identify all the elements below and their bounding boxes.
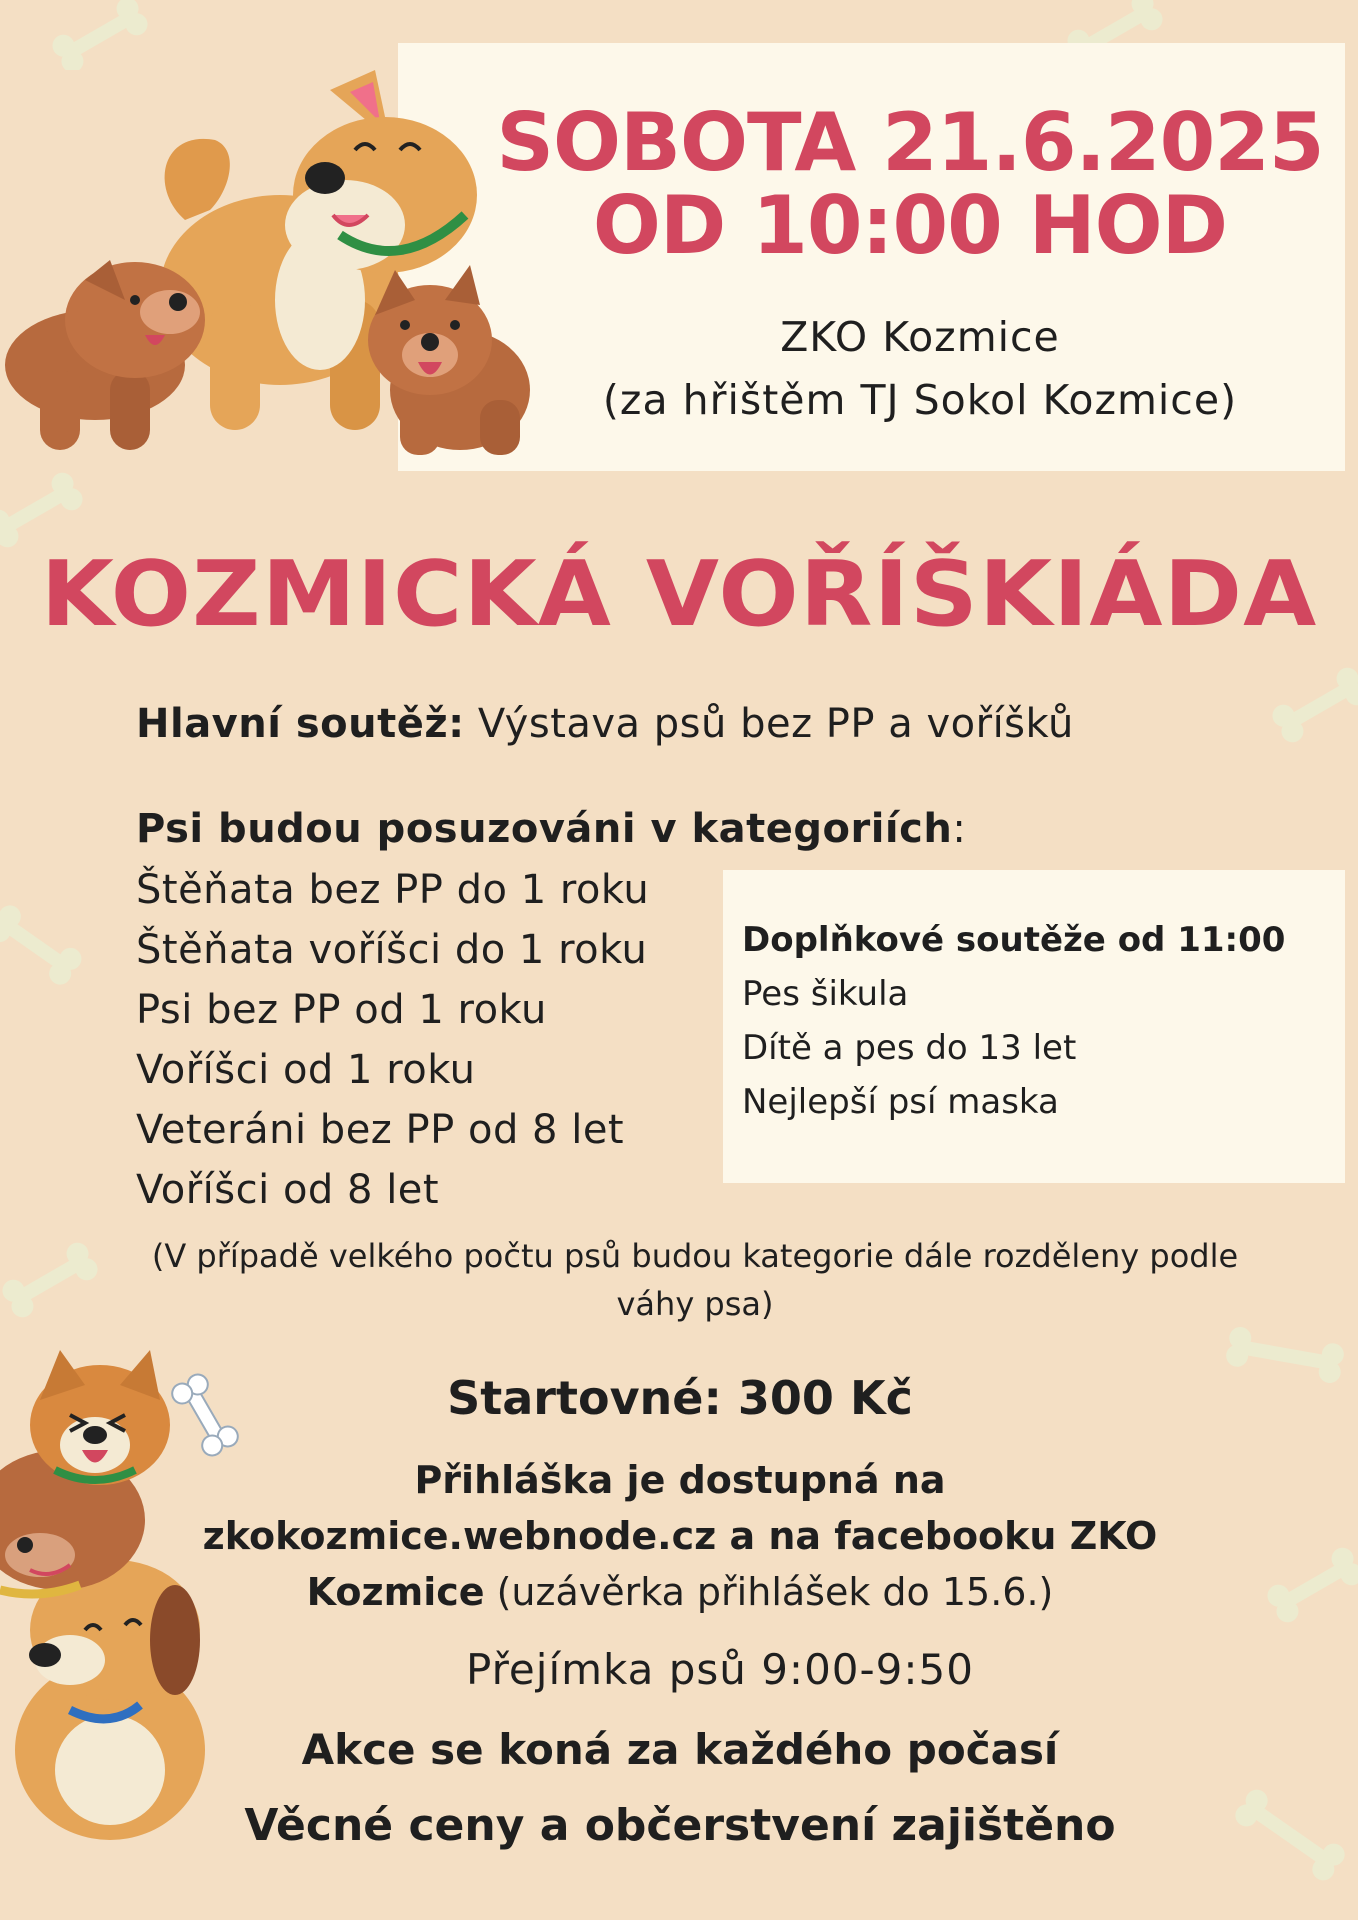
main-competition-label: Hlavní soutěž: (136, 701, 465, 747)
check-in-time: Přejímka psů 9:00-9:50 (466, 1645, 974, 1694)
event-time: OD 10:00 HOD (592, 179, 1228, 272)
entry-fee: Startovné: 300 Kč (447, 1371, 913, 1425)
list-item: Voříšci od 8 let (136, 1167, 440, 1213)
bone-icon (1265, 665, 1358, 745)
bone-icon (0, 470, 90, 550)
registration-line1: Přihláška je dostupná na (414, 1458, 946, 1502)
list-item: Voříšci od 1 roku (136, 1047, 476, 1093)
registration-line2: zkokozmice.webnode.cz a na facebooku ZKO (202, 1514, 1158, 1558)
bone-icon (1220, 1785, 1358, 1885)
list-item: Štěňata voříšci do 1 roku (136, 927, 648, 973)
registration-deadline: (uzávěrka přihlášek do 15.6.) (484, 1570, 1054, 1614)
bone-icon (1265, 1540, 1358, 1630)
list-item: Štěňata bez PP do 1 roku (136, 867, 650, 913)
categories-note: (V případě velkého počtu psů budou kategorie dále rozděleny podle váhy psa) (151, 1237, 1239, 1323)
weather-note: Akce se koná za každého počasí (301, 1725, 1059, 1774)
list-item: Nejlepší psí maska (742, 1082, 1059, 1122)
venue-name: ZKO Kozmice (780, 313, 1060, 361)
categories-list (136, 860, 649, 1220)
prizes-note: Věcné ceny a občerstvení zajištěno (244, 1800, 1116, 1851)
page-title: KOZMICKÁ VOŘÍŠKIÁDA (40, 542, 1318, 647)
list-item: Veteráni bez PP od 8 let (136, 1107, 625, 1153)
main-competition-value: Výstava psů bez PP a voříšků (477, 701, 1074, 747)
list-item: Psi bez PP od 1 roku (136, 987, 547, 1033)
registration-line3-bold: Kozmice (306, 1570, 485, 1614)
registration-info (150, 1452, 1210, 1620)
list-item: Pes šikula (742, 974, 909, 1014)
list-item: Dítě a pes do 13 let (742, 1028, 1077, 1068)
main-competition (136, 694, 1074, 754)
event-date: SOBOTA 21.6.2025 (496, 96, 1324, 189)
extra-competitions-heading: Doplňkové soutěže od 11:00 (742, 920, 1286, 960)
extra-competitions (742, 913, 1285, 1129)
dog-family-illustration (0, 50, 540, 470)
bone-icon (0, 1240, 100, 1320)
categories-heading: Psi budou posuzováni v kategoriích: (136, 806, 967, 852)
bone-icon (0, 905, 90, 985)
venue-location: (za hřištěm TJ Sokol Kozmice) (602, 376, 1238, 424)
